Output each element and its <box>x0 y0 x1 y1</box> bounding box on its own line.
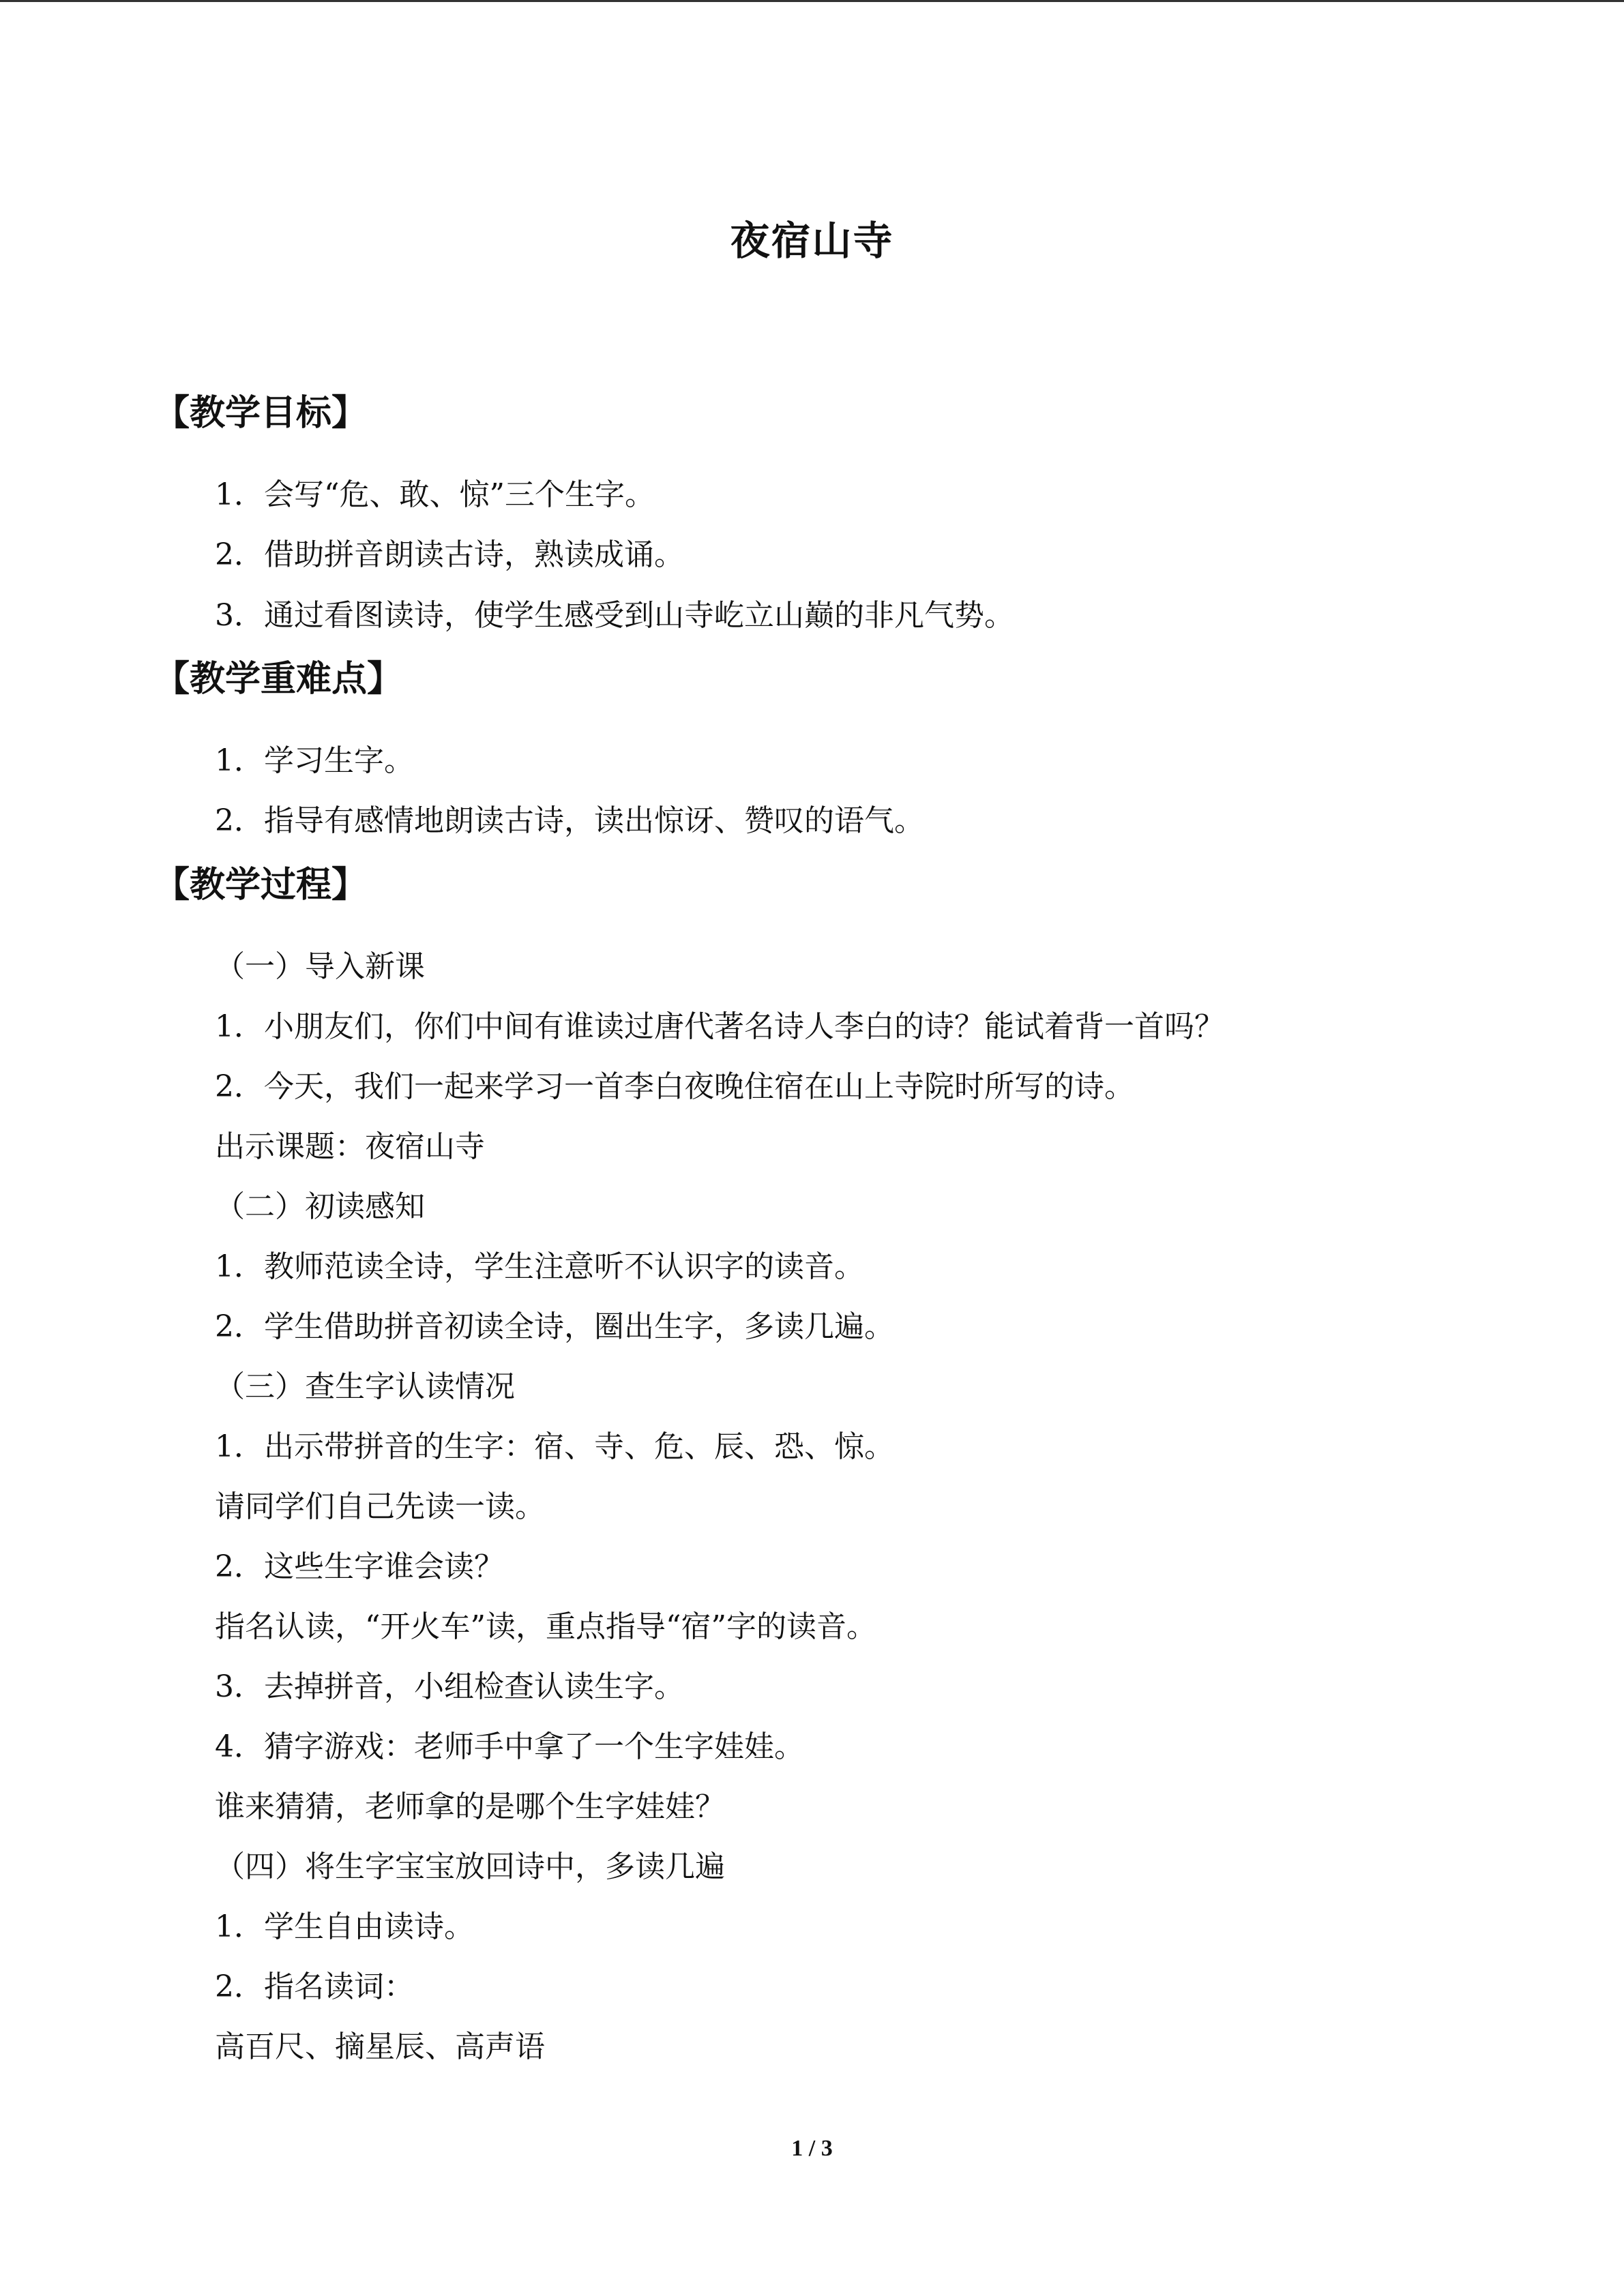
top-border-rule <box>0 0 1624 2</box>
document-title: 夜宿山寺 <box>730 218 894 264</box>
process-line-11: 2．这些生字谁会读？ <box>215 1549 504 1584</box>
process-line-1: （一）导入新课 <box>215 949 425 984</box>
process-line-17: 1．学生自由读诗。 <box>215 1909 474 1944</box>
section-heading-process: 【教学过程】 <box>154 864 368 906</box>
key-point-item-2: 2．指导有感情地朗读古诗，读出惊讶、赞叹的语气。 <box>215 803 924 838</box>
process-line-13: 3．去掉拼音，小组检查认读生字。 <box>215 1669 684 1704</box>
process-line-18: 2．指名读词： <box>215 1969 414 2004</box>
process-line-14: 4．猜字游戏：老师手中拿了一个生字娃娃。 <box>215 1729 804 1764</box>
process-line-2: 1．小朋友们，你们中间有谁读过唐代著名诗人李白的诗？能试着背一首吗？ <box>215 1009 1224 1044</box>
objective-item-3: 3．通过看图读诗，使学生感受到山寺屹立山巅的非凡气势。 <box>215 598 1014 633</box>
section-heading-objectives: 【教学目标】 <box>154 392 368 434</box>
objective-item-1: 1．会写“危、敢、惊”三个生字。 <box>215 477 655 512</box>
objective-item-2: 2．借助拼音朗读古诗，熟读成诵。 <box>215 537 684 572</box>
process-line-4: 出示课题：夜宿山寺 <box>215 1129 485 1164</box>
process-line-16: （四）将生字宝宝放回诗中，多读几遍 <box>215 1849 725 1884</box>
section-heading-key-points: 【教学重难点】 <box>154 658 403 700</box>
process-line-8: （三）查生字认读情况 <box>215 1369 515 1404</box>
process-line-5: （二）初读感知 <box>215 1189 425 1224</box>
process-line-15: 谁来猜猜，老师拿的是哪个生字娃娃？ <box>215 1789 725 1824</box>
process-line-19: 高百尺、摘星辰、高声语 <box>215 2029 545 2064</box>
process-line-6: 1．教师范读全诗，学生注意听不认识字的读音。 <box>215 1249 864 1284</box>
process-line-10: 请同学们自己先读一读。 <box>215 1489 545 1524</box>
process-line-9: 1．出示带拼音的生字：宿、寺、危、辰、恐、惊。 <box>215 1429 894 1464</box>
page-number: 1 / 3 <box>791 2136 833 2161</box>
process-line-12: 指名认读，“开火车”读，重点指导“宿”字的读音。 <box>215 1609 876 1644</box>
process-line-7: 2．学生借助拼音初读全诗，圈出生字，多读几遍。 <box>215 1309 894 1344</box>
key-point-item-1: 1．学习生字。 <box>215 743 414 778</box>
process-line-3: 2．今天，我们一起来学习一首李白夜晚住宿在山上寺院时所写的诗。 <box>215 1069 1134 1104</box>
